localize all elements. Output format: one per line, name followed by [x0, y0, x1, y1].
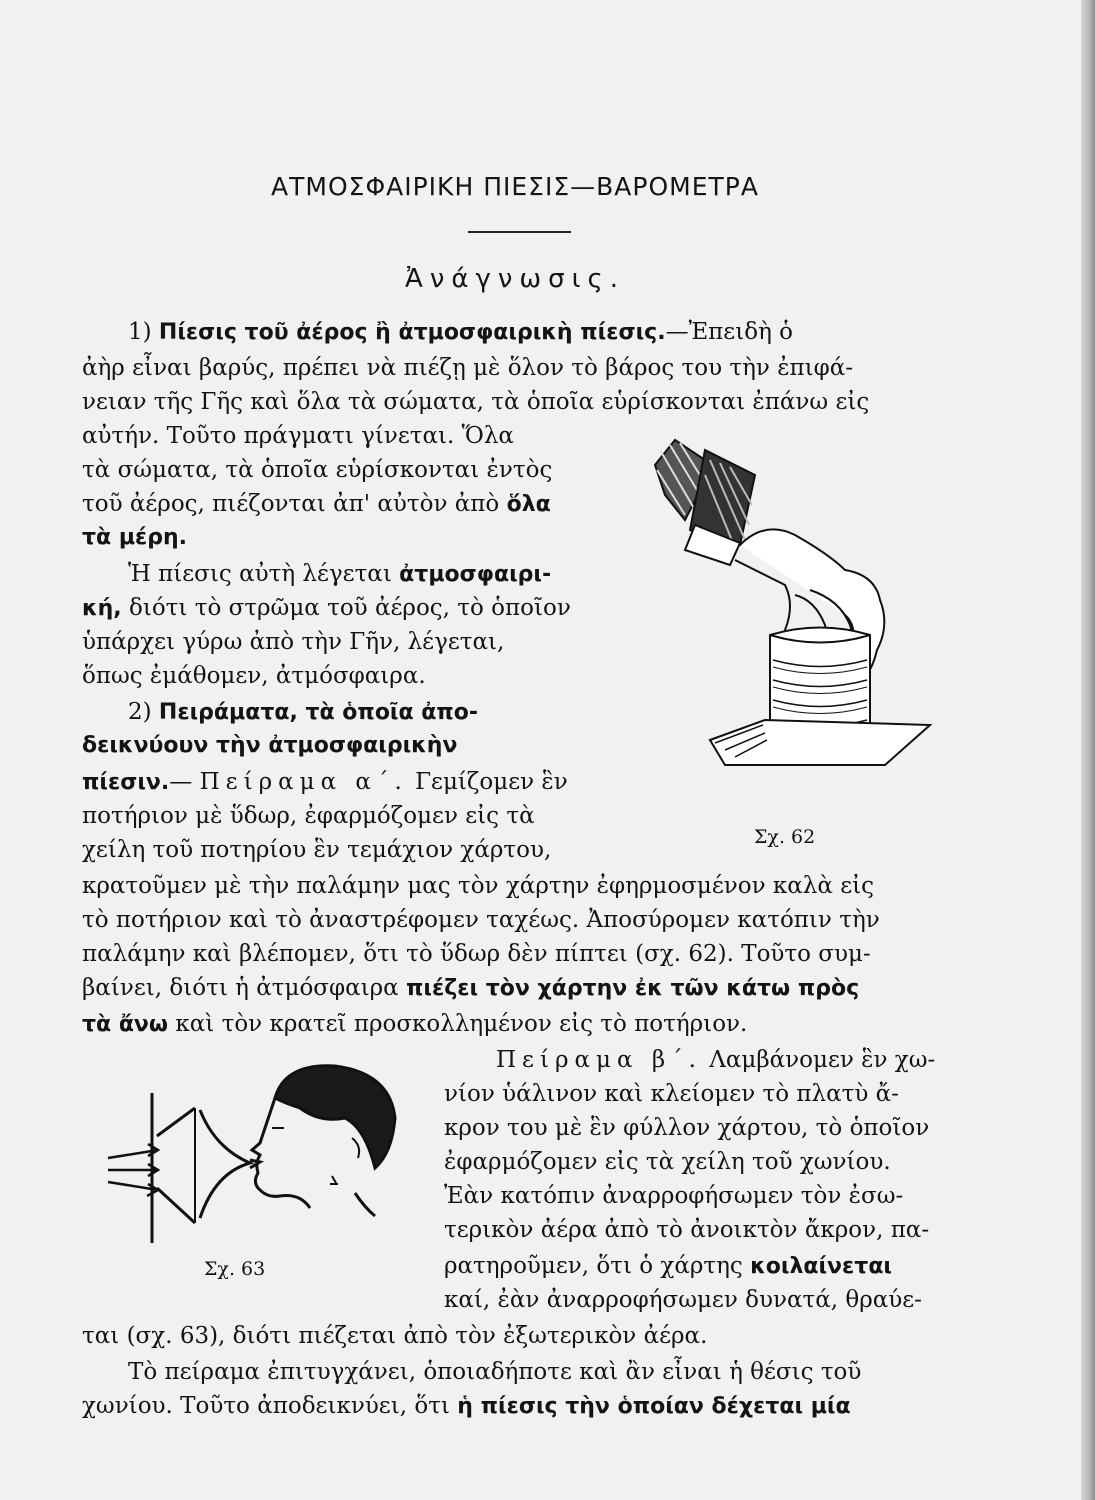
text-line: 1) Πίεσις τοῦ ἀέρος ἢ ἀτμοσφαιρικὴ πίεσις.—Ἐπειδὴ ὁ	[128, 319, 794, 345]
text-line: ρατηροῦμεν, ὅτι ὁ χάρτης κοιλαίνεται	[444, 1253, 893, 1279]
text-line: ἀὴρ εἶναι βαρύς, πρέπει νὰ πιέζῃ μὲ ὅλον τὸ βάρος του τὴν ἐπιφά-	[82, 355, 854, 381]
title-divider	[468, 231, 571, 233]
text-line: ὑπάρχει γύρω ἀπὸ τὴν Γῆν, λέγεται,	[82, 629, 505, 655]
figure-caption: Σχ. 63	[204, 1258, 266, 1280]
text-line: τὰ ἄνω καὶ τὸν κρατεῖ προσκολλημένον εἰς τὸ ποτήριον.	[82, 1011, 748, 1037]
text-line: παλάμην καὶ βλέπομεν, ὅτι τὸ ὕδωρ δὲν πίπτει (σχ. 62). Τοῦτο συμ-	[82, 941, 871, 967]
text-line: καί, ἐὰν ἀναρροφήσωμεν δυνατά, θραύε-	[444, 1287, 922, 1313]
figure-caption: Σχ. 62	[754, 826, 816, 848]
text-line: 2) Πειράματα, τὰ ὁποῖα ἀπο-	[128, 699, 479, 725]
head-funnel-illustration	[100, 1058, 400, 1243]
text-line: ἐφαρμόζομεν εἰς τὰ χείλη τοῦ χωνίου.	[444, 1149, 891, 1175]
text-line: τὰ μέρη.	[82, 525, 188, 550]
text-line: Τὸ πείραμα ἐπιτυγχάνει, ὁποιαδήποτε καὶ ἂν εἶναι ἡ θέσις τοῦ	[128, 1359, 862, 1385]
text-line: τερικὸν ἀέρα ἀπὸ τὸ ἀνοικτὸν ἄκρον, πα-	[444, 1217, 930, 1243]
text-line: ὅπως ἐμάθομεν, ἀτμόσφαιρα.	[82, 663, 426, 689]
text-line: Πείραμα β΄. Λαμβάνομεν ἓν χω-	[496, 1047, 936, 1073]
text-line: αὐτήν. Τοῦτο πράγματι γίνεται. Ὅλα	[82, 423, 514, 449]
text-line: ποτήριον μὲ ὕδωρ, ἐφαρμόζομεν εἰς τὰ	[82, 803, 535, 829]
page-edge	[1081, 0, 1095, 1500]
text-line: νειαν τῆς Γῆς καὶ ὅλα τὰ σώματα, τὰ ὁποῖα εὑρίσκονται ἐπάνω εἰς	[82, 389, 870, 415]
text-line: κή, διότι τὸ στρῶμα τοῦ ἀέρος, τὸ ὁποῖον	[82, 595, 571, 621]
text-line: Ἡ πίεσις αὐτὴ λέγεται ἀτμοσφαιρι-	[128, 561, 552, 587]
text-line: βαίνει, διότι ἡ ἀτμόσφαιρα πιέζει τὸν χάρτην ἐκ τῶν κάτω πρὸς	[82, 975, 860, 1001]
text-line: τοῦ ἀέρος, πιέζονται ἀπ' αὐτὸν ἀπὸ ὅλα	[82, 491, 551, 517]
text-line: Ἐὰν κατόπιν ἀναρροφήσωμεν τὸν ἐσω-	[444, 1183, 904, 1209]
text-line: νίον ὑάλινον καὶ κλείομεν τὸ πλατὺ ἄ-	[444, 1081, 899, 1107]
text-line: τὸ ποτήριον καὶ τὸ ἀναστρέφομεν ταχέως. Ἀποσύρομεν κατόπιν τὴν	[82, 907, 880, 933]
text-line: πίεσιν.— Πείραμα α΄. Γεμίζομεν ἓν	[82, 769, 568, 795]
text-line: δεικνύουν τὴν ἀτμοσφαιρικὴν	[82, 733, 458, 758]
text-line: χείλη τοῦ ποτηρίου ἓν τεμάχιον χάρτου,	[82, 837, 552, 863]
page-title: ΑΤΜΟΣΦΑΙΡΙΚΗ ΠΙΕΣΙΣ—ΒΑΡΟΜΕΤΡΑ	[271, 172, 759, 201]
text-line: κρον του μὲ ἓν φύλλον χάρτου, τὸ ὁποῖον	[444, 1115, 930, 1141]
text-line: ται (σχ. 63), διότι πιέζεται ἀπὸ τὸν ἐξωτερικὸν ἀέρα.	[82, 1323, 708, 1349]
text-line: χωνίου. Τοῦτο ἀποδεικνύει, ὅτι ἡ πίεσις τὴν ὁποίαν δέχεται μία	[82, 1393, 851, 1419]
text-line: κρατοῦμεν μὲ τὴν παλάμην μας τὸν χάρτην ἐφηρμοσμένον καλὰ εἰς	[82, 873, 875, 899]
text-line: τὰ σώματα, τὰ ὁποῖα εὑρίσκονται ἐντὸς	[82, 457, 553, 483]
hand-glass-illustration	[645, 425, 935, 795]
section-heading: Ἀνάγνωσις.	[405, 264, 625, 294]
